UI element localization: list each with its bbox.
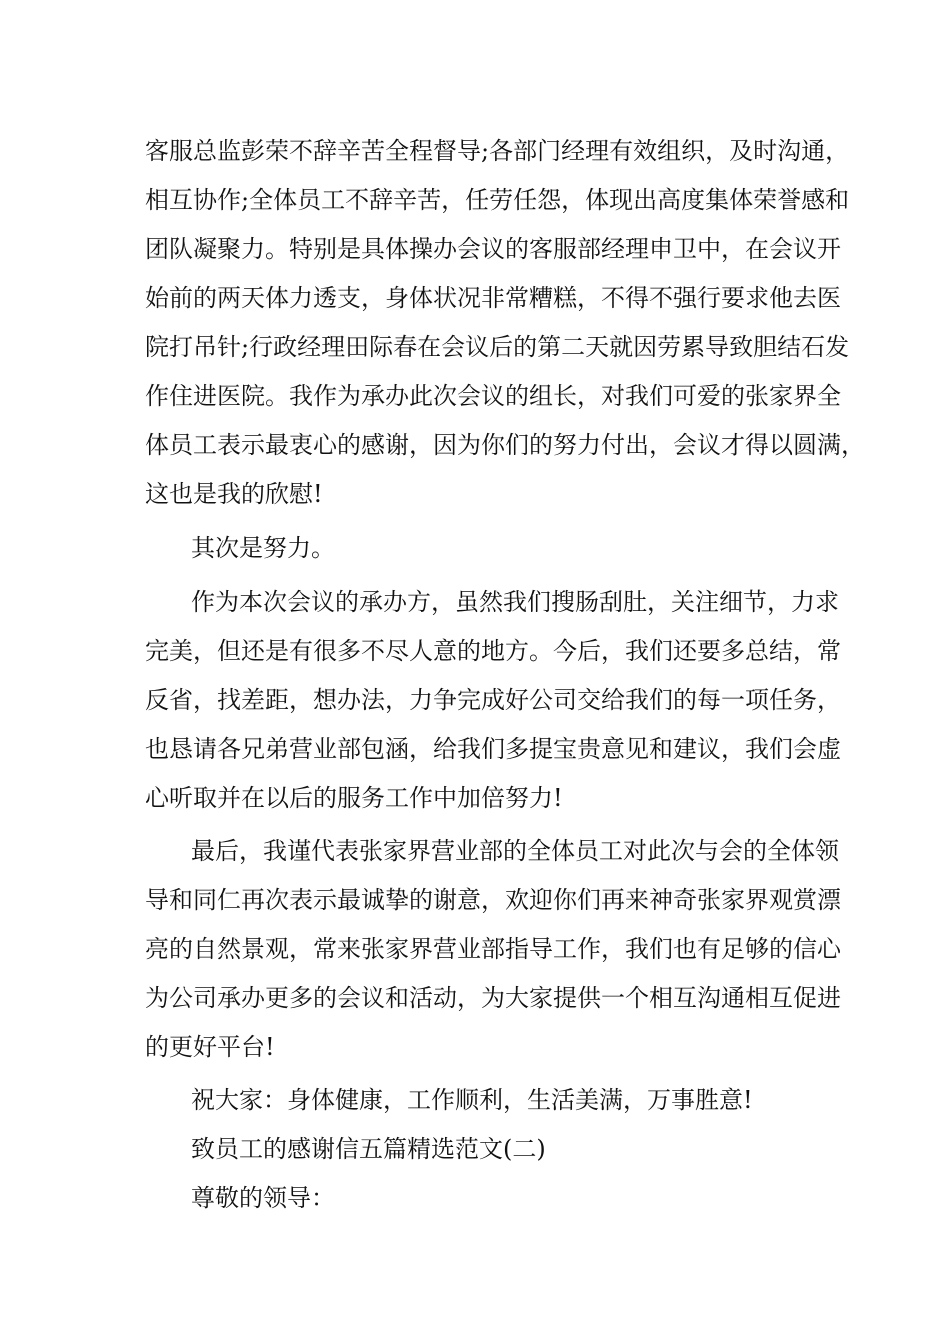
text-line: 院打吊针;行政经理田际春在会议后的第二天就因劳累导致胆结石发: [145, 333, 850, 361]
text-line: 完美，但还是有很多不尽人意的地方。今后，我们还要多总结，常: [145, 637, 841, 665]
text-line: 作为本次会议的承办方，虽然我们搜肠刮肚，关注细节，力求: [191, 588, 839, 616]
text-line: 作住进医院。我作为承办此次会议的组长，对我们可爱的张家界全: [145, 382, 841, 410]
section-title: 致员工的感谢信五篇精选范文(二): [191, 1135, 546, 1163]
text-line: 导和同仁再次表示最诚挚的谢意，欢迎你们再来神奇张家界观赏漂: [145, 886, 841, 914]
text-line: 体员工表示最衷心的感谢，因为你们的努力付出，会议才得以圆满，: [145, 431, 865, 459]
text-line: 的更好平台!: [145, 1033, 275, 1061]
text-line: 团队凝聚力。特别是具体操办会议的客服部经理申卫中，在会议开: [145, 235, 841, 263]
text-line: 始前的两天体力透支，身体状况非常糟糕，不得不强行要求他去医: [145, 284, 841, 312]
paragraph-heading: 其次是努力。: [191, 534, 335, 562]
salutation: 尊敬的领导：: [191, 1184, 335, 1212]
text-line: 亮的自然景观，常来张家界营业部指导工作，我们也有足够的信心: [145, 935, 841, 963]
text-line: 这也是我的欣慰!: [145, 480, 323, 508]
closing-wish: 祝大家：身体健康，工作顺利，生活美满，万事胜意!: [191, 1086, 753, 1114]
text-line: 反省，找差距，想办法，力争完成好公司交给我们的每一项任务，: [145, 686, 841, 714]
text-line: 心听取并在以后的服务工作中加倍努力!: [145, 784, 563, 812]
text-line: 最后，我谨代表张家界营业部的全体员工对此次与会的全体领: [191, 837, 839, 865]
text-line: 相互协作;全体员工不辞辛苦，任劳任怨，体现出高度集体荣誉感和: [145, 186, 850, 214]
text-line: 也恳请各兄弟营业部包涵，给我们多提宝贵意见和建议，我们会虚: [145, 735, 841, 763]
text-line: 客服总监彭荣不辞辛苦全程督导;各部门经理有效组织，及时沟通，: [145, 137, 850, 165]
text-line: 为公司承办更多的会议和活动，为大家提供一个相互沟通相互促进: [145, 984, 841, 1012]
